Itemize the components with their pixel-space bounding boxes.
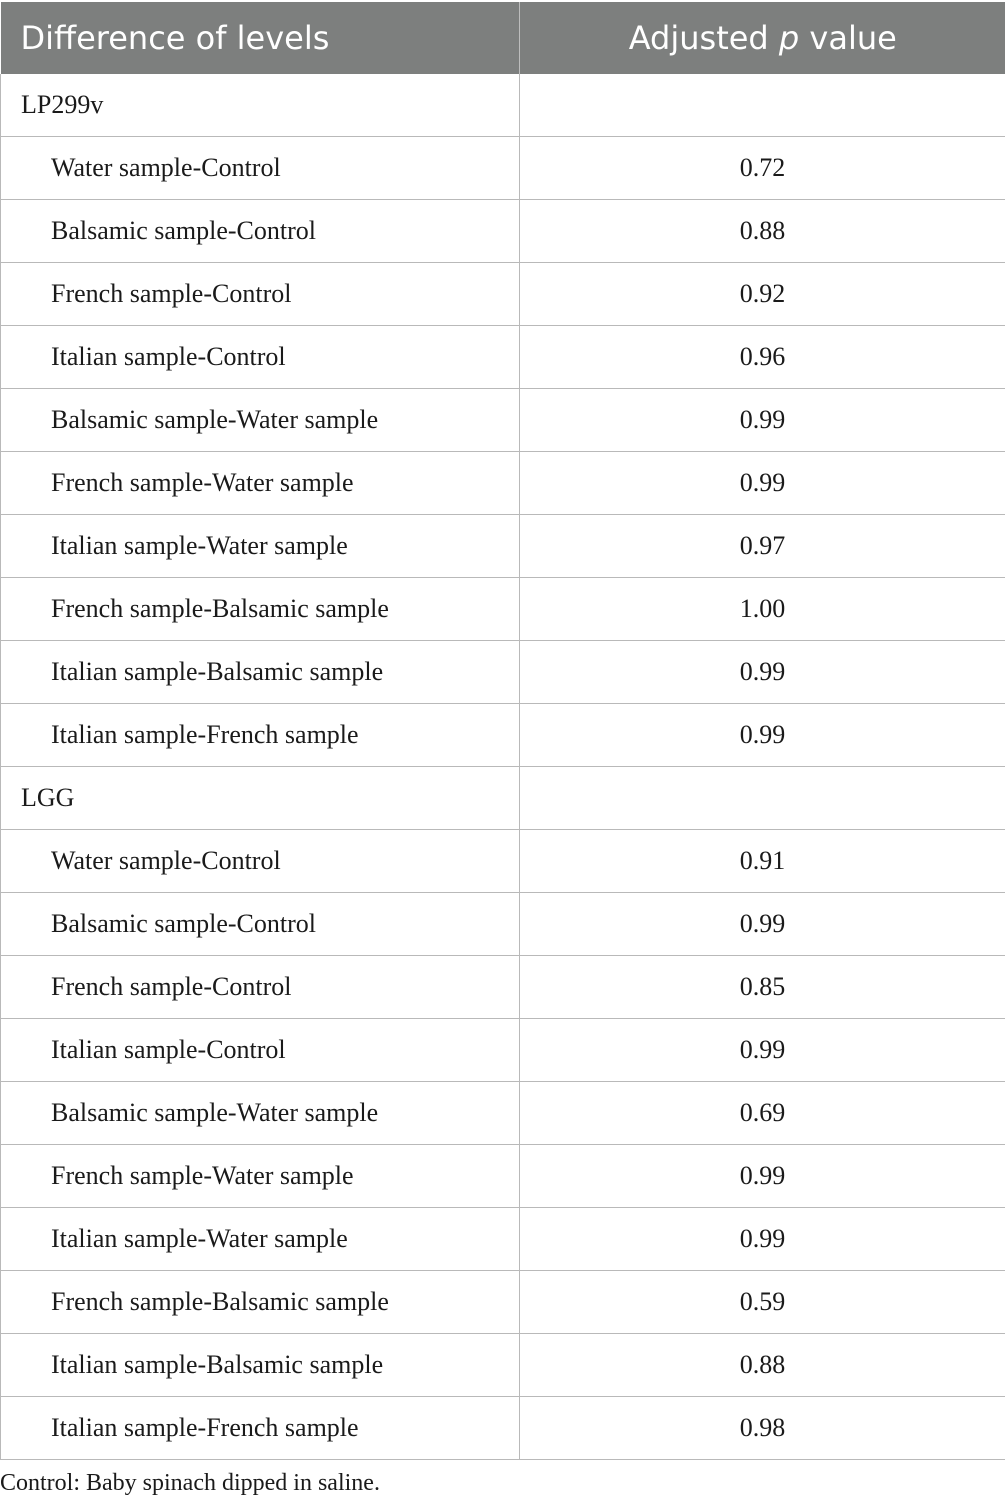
table-row	[1, 515, 1005, 578]
header-p-italic: p	[778, 19, 800, 57]
group-label: LP299v	[1, 74, 520, 137]
header-adjusted-p-value	[520, 2, 1005, 74]
adjusted-p-value: 0.99	[520, 893, 1005, 956]
adjusted-p-value: 1.00	[520, 578, 1005, 641]
comparison-label: Balsamic sample-Control	[1, 893, 520, 956]
comparison-label: Balsamic sample-Control	[1, 200, 520, 263]
adjusted-p-value: 0.99	[520, 1019, 1005, 1082]
table-row	[1, 1271, 1005, 1334]
table-row	[1, 641, 1005, 704]
table-row	[1, 452, 1005, 515]
table-row	[1, 200, 1005, 263]
comparison-label: Italian sample-Water sample	[1, 1208, 520, 1271]
adjusted-p-value: 0.59	[520, 1271, 1005, 1334]
adjusted-p-value: 0.99	[520, 704, 1005, 767]
comparison-label: French sample-Water sample	[1, 452, 520, 515]
group-row	[1, 74, 1005, 137]
comparison-label: Italian sample-Control	[1, 1019, 520, 1082]
table-row	[1, 326, 1005, 389]
comparison-label: Water sample-Control	[1, 137, 520, 200]
adjusted-p-value: 0.98	[520, 1397, 1005, 1460]
table-row	[1, 830, 1005, 893]
comparison-label: French sample-Balsamic sample	[1, 1271, 520, 1334]
group-value-empty	[520, 74, 1005, 137]
adjusted-p-value: 0.72	[520, 137, 1005, 200]
table-row	[1, 893, 1005, 956]
header-difference-of-levels: Difference of levels	[1, 2, 520, 74]
table-row	[1, 1082, 1005, 1145]
group-value-empty	[520, 767, 1005, 830]
header-prefix: Adjusted	[628, 19, 779, 57]
adjusted-p-value: 0.69	[520, 1082, 1005, 1145]
comparison-label: Balsamic sample-Water sample	[1, 1082, 520, 1145]
comparison-label: French sample-Water sample	[1, 1145, 520, 1208]
comparison-label: French sample-Control	[1, 956, 520, 1019]
comparison-label: Balsamic sample-Water sample	[1, 389, 520, 452]
table-row	[1, 956, 1005, 1019]
table-row	[1, 1019, 1005, 1082]
adjusted-p-value: 0.99	[520, 641, 1005, 704]
group-row	[1, 767, 1005, 830]
comparison-label: French sample-Balsamic sample	[1, 578, 520, 641]
comparison-label: Italian sample-Water sample	[1, 515, 520, 578]
adjusted-p-value: 0.96	[520, 326, 1005, 389]
table-row	[1, 578, 1005, 641]
table-row	[1, 704, 1005, 767]
adjusted-p-value: 0.88	[520, 1334, 1005, 1397]
adjusted-p-value: 0.99	[520, 389, 1005, 452]
adjusted-p-value: 0.88	[520, 200, 1005, 263]
adjusted-p-value: 0.85	[520, 956, 1005, 1019]
table-row	[1, 1334, 1005, 1397]
adjusted-p-value: 0.99	[520, 452, 1005, 515]
adjusted-p-value: 0.99	[520, 1208, 1005, 1271]
results-table-container	[0, 2, 1005, 1460]
adjusted-p-value: 0.99	[520, 1145, 1005, 1208]
header-suffix: value	[799, 19, 897, 57]
comparison-label: Water sample-Control	[1, 830, 520, 893]
table-row	[1, 137, 1005, 200]
comparison-label: French sample-Control	[1, 263, 520, 326]
comparison-label: Italian sample-French sample	[1, 704, 520, 767]
table-row	[1, 1145, 1005, 1208]
comparison-label: Italian sample-Balsamic sample	[1, 1334, 520, 1397]
table-header-row	[1, 2, 1005, 74]
comparison-label: Italian sample-Control	[1, 326, 520, 389]
comparison-label: Italian sample-Balsamic sample	[1, 641, 520, 704]
adjusted-p-value: 0.97	[520, 515, 1005, 578]
table-row	[1, 1208, 1005, 1271]
adjusted-p-value-table	[0, 2, 1005, 1460]
comparison-label: Italian sample-French sample	[1, 1397, 520, 1460]
table-body	[1, 74, 1005, 1460]
adjusted-p-value: 0.92	[520, 263, 1005, 326]
table-row	[1, 389, 1005, 452]
table-footnote: Control: Baby spinach dipped in saline.	[0, 1470, 380, 1496]
table-row	[1, 1397, 1005, 1460]
adjusted-p-value: 0.91	[520, 830, 1005, 893]
table-row	[1, 263, 1005, 326]
group-label: LGG	[1, 767, 520, 830]
